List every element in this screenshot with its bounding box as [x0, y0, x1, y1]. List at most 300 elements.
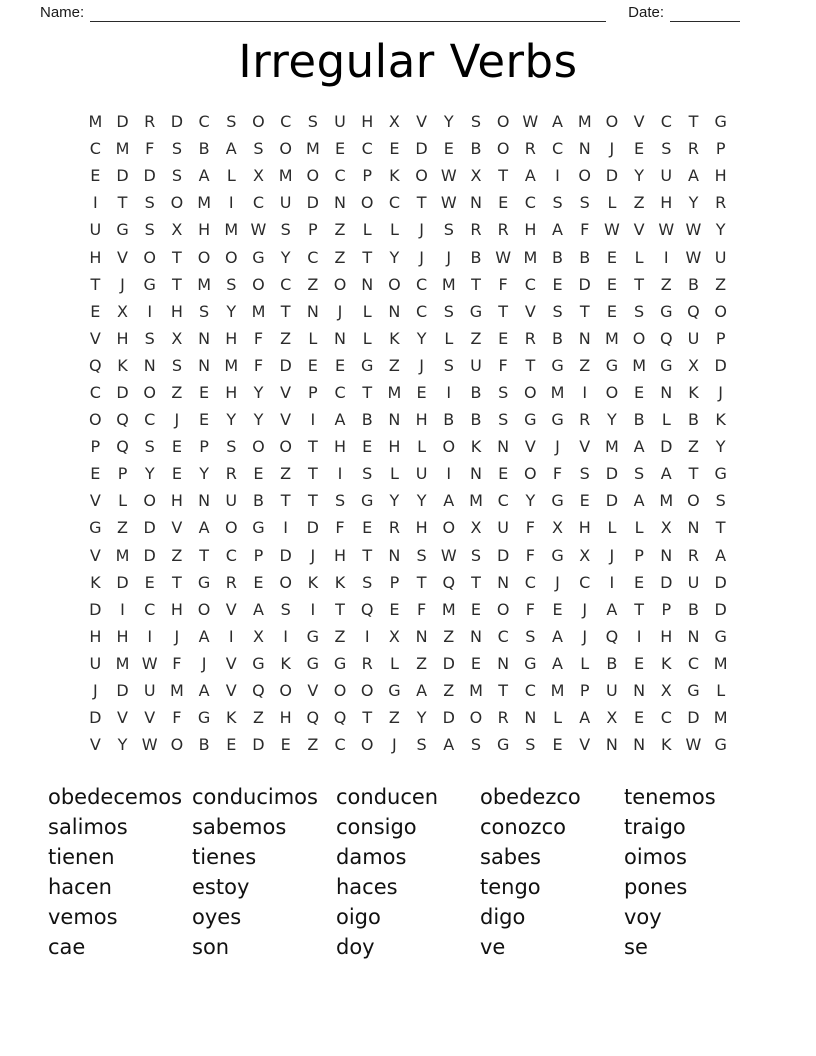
grid-letter: G: [714, 464, 727, 484]
grid-letter: E: [362, 437, 373, 457]
grid-letter: F: [525, 545, 535, 565]
grid-letter: X: [470, 166, 482, 186]
grid-letter: S: [552, 193, 563, 213]
grid-letter: Y: [144, 464, 155, 484]
grid-letter: R: [579, 410, 591, 430]
grid-letter: H: [660, 193, 673, 213]
word-item: salimos: [48, 815, 128, 840]
grid-letter: V: [171, 518, 183, 538]
grid-letter: N: [198, 328, 211, 348]
grid-letter: R: [524, 139, 536, 159]
word-item: conozco: [480, 815, 566, 840]
grid-letter: D: [170, 112, 184, 132]
grid-letter: D: [660, 572, 673, 592]
grid-letter: V: [89, 328, 101, 348]
grid-letter: S: [443, 301, 454, 321]
grid-letter: E: [634, 653, 645, 673]
grid-letter: N: [388, 410, 401, 430]
word-item: son: [192, 935, 230, 960]
grid-letter: J: [609, 139, 615, 159]
word-item: damos: [336, 845, 407, 870]
grid-letter: B: [552, 328, 564, 348]
grid-letter: I: [364, 626, 370, 646]
grid-letter: T: [416, 572, 427, 592]
grid-letter: Y: [634, 166, 644, 186]
word-item: digo: [480, 905, 526, 930]
grid-letter: B: [443, 410, 455, 430]
grid-letter: A: [715, 545, 727, 565]
grid-letter: D: [714, 355, 727, 375]
grid-letter: Q: [687, 301, 700, 321]
grid-letter: Z: [443, 681, 455, 701]
grid-letter: G: [197, 572, 211, 592]
grid-letter: U: [415, 464, 428, 484]
grid-letter: A: [334, 410, 346, 430]
grid-letter: N: [361, 274, 374, 294]
grid-letter: J: [582, 599, 588, 619]
grid-letter: O: [496, 112, 510, 132]
grid-letter: E: [90, 301, 101, 321]
grid-letter: E: [199, 382, 210, 402]
grid-letter: X: [117, 301, 129, 321]
grid-letter: C: [89, 382, 101, 402]
grid-letter: O: [469, 708, 483, 728]
grid-letter: A: [198, 626, 210, 646]
grid-letter: R: [388, 518, 400, 538]
grid-letter: M: [523, 247, 538, 267]
grid-letter: N: [497, 653, 510, 673]
grid-letter: P: [715, 139, 726, 159]
word-item: tengo: [480, 875, 541, 900]
grid-letter: J: [337, 301, 343, 321]
grid-letter: G: [660, 301, 673, 321]
grid-letter: L: [362, 328, 372, 348]
grid-letter: M: [115, 139, 130, 159]
grid-letter: T: [362, 708, 373, 728]
grid-letter: Z: [307, 735, 319, 755]
grid-letter: L: [389, 653, 399, 673]
grid-letter: V: [89, 545, 101, 565]
grid-letter: Z: [443, 626, 455, 646]
grid-letter: D: [714, 599, 727, 619]
grid-letter: F: [253, 328, 264, 348]
grid-letter: O: [632, 328, 646, 348]
grid-letter: R: [144, 112, 156, 132]
grid-letter: G: [496, 735, 510, 755]
grid-letter: M: [115, 545, 130, 565]
grid-letter: K: [334, 572, 346, 592]
grid-letter: C: [280, 274, 292, 294]
grid-letter: V: [280, 382, 292, 402]
grid-letter: V: [579, 437, 591, 457]
grid-letter: G: [551, 545, 564, 565]
grid-letter: G: [605, 355, 619, 375]
grid-letter: X: [660, 681, 672, 701]
grid-letter: N: [687, 626, 700, 646]
grid-letter: V: [524, 437, 536, 457]
grid-letter: O: [252, 437, 265, 457]
grid-letter: D: [496, 545, 510, 565]
grid-letter: D: [605, 491, 619, 511]
grid-letter: X: [606, 708, 618, 728]
grid-letter: E: [144, 572, 155, 592]
grid-letter: Z: [334, 220, 346, 240]
grid-letter: I: [663, 247, 669, 267]
grid-letter: O: [170, 193, 184, 213]
grid-letter: N: [143, 355, 156, 375]
grid-letter: V: [280, 410, 292, 430]
grid-letter: P: [715, 328, 726, 348]
grid-letter: M: [577, 112, 592, 132]
grid-letter: O: [496, 139, 510, 159]
grid-letter: E: [171, 437, 182, 457]
grid-letter: V: [117, 708, 128, 728]
grid-letter: T: [307, 437, 318, 457]
grid-letter: L: [389, 464, 399, 484]
grid-letter: O: [224, 518, 238, 538]
grid-letter: V: [89, 491, 101, 511]
grid-letter: S: [171, 355, 182, 375]
grid-letter: X: [388, 626, 400, 646]
grid-letter: K: [661, 653, 672, 673]
grid-letter: Z: [171, 545, 183, 565]
date-blank-line: [670, 6, 740, 22]
grid-letter: N: [633, 681, 646, 701]
grid-letter: S: [226, 437, 237, 457]
grid-letter: W: [495, 247, 512, 267]
word-list: [0, 782, 816, 962]
grid-letter: M: [550, 382, 565, 402]
grid-letter: S: [280, 599, 291, 619]
grid-letter: S: [144, 437, 155, 457]
grid-letter: E: [606, 247, 617, 267]
grid-letter: W: [685, 247, 702, 267]
grid-letter: T: [634, 274, 644, 294]
grid-letter: I: [228, 193, 234, 213]
grid-letter: F: [580, 220, 590, 240]
grid-letter: Q: [89, 355, 102, 375]
grid-letter: C: [89, 139, 101, 159]
grid-letter: L: [553, 708, 562, 728]
grid-letter: L: [362, 301, 372, 321]
grid-letter: E: [90, 166, 101, 186]
grid-letter: J: [582, 626, 588, 646]
grid-letter: Y: [688, 193, 699, 213]
grid-letter: C: [144, 599, 156, 619]
grid-letter: Z: [633, 193, 645, 213]
grid-letter: I: [446, 382, 452, 402]
grid-letter: K: [661, 735, 672, 755]
grid-letter: O: [360, 193, 374, 213]
grid-letter: D: [442, 708, 455, 728]
grid-letter: S: [579, 464, 590, 484]
grid-letter: O: [252, 274, 265, 294]
grid-letter: P: [661, 599, 672, 619]
grid-letter: Y: [253, 382, 264, 402]
grid-letter: S: [362, 572, 373, 592]
grid-letter: S: [226, 112, 237, 132]
grid-letter: B: [687, 410, 699, 430]
grid-letter: D: [116, 166, 129, 186]
grid-letter: A: [633, 437, 645, 457]
grid-letter: G: [388, 681, 401, 701]
grid-letter: J: [718, 382, 724, 402]
grid-letter: Y: [226, 410, 237, 430]
grid-letter: L: [389, 220, 399, 240]
grid-letter: S: [552, 301, 563, 321]
grid-letter: E: [552, 274, 563, 294]
grid-letter: D: [116, 681, 129, 701]
grid-letter: M: [469, 681, 483, 701]
word-item: pones: [624, 875, 688, 900]
grid-letter: D: [143, 518, 156, 538]
grid-letter: S: [715, 491, 726, 511]
grid-letter: J: [392, 735, 397, 755]
grid-letter: C: [687, 653, 700, 673]
grid-letter: H: [116, 328, 129, 348]
grid-letter: V: [633, 112, 645, 132]
word-item: tenemos: [624, 785, 716, 810]
grid-letter: B: [633, 410, 645, 430]
grid-letter: D: [252, 735, 265, 755]
grid-letter: N: [660, 545, 673, 565]
grid-letter: O: [360, 735, 374, 755]
grid-letter: A: [225, 139, 237, 159]
grid-letter: C: [280, 112, 292, 132]
word-item: ve: [480, 935, 506, 960]
grid-letter: S: [634, 301, 645, 321]
grid-letter: L: [362, 220, 372, 240]
grid-letter: X: [579, 545, 591, 565]
grid-letter: Y: [416, 328, 427, 348]
grid-letter: B: [470, 247, 482, 267]
grid-letter: S: [144, 193, 155, 213]
grid-letter: N: [605, 735, 618, 755]
word-item: traigo: [624, 815, 686, 840]
grid-letter: G: [551, 410, 564, 430]
grid-letter: Z: [388, 708, 400, 728]
grid-letter: I: [446, 464, 452, 484]
grid-letter: C: [144, 410, 156, 430]
grid-letter: S: [144, 220, 155, 240]
grid-letter: F: [145, 139, 155, 159]
grid-letter: N: [306, 301, 319, 321]
grid-letter: E: [416, 382, 427, 402]
grid-letter: O: [605, 112, 619, 132]
grid-letter: T: [117, 193, 128, 213]
grid-letter: T: [172, 274, 182, 294]
word-item: conducen: [336, 785, 439, 810]
grid-letter: E: [634, 382, 645, 402]
grid-letter: O: [714, 301, 727, 321]
grid-letter: K: [688, 382, 699, 402]
grid-letter: O: [687, 491, 700, 511]
grid-letter: H: [225, 328, 238, 348]
letter-grid: [82, 108, 735, 758]
grid-letter: T: [688, 464, 699, 484]
grid-letter: M: [224, 220, 239, 240]
grid-letter: O: [170, 735, 184, 755]
grid-letter: B: [687, 599, 699, 619]
word-item: obedecemos: [48, 785, 183, 810]
grid-letter: A: [198, 518, 210, 538]
grid-letter: P: [362, 166, 373, 186]
grid-letter: H: [415, 410, 428, 430]
grid-letter: J: [419, 247, 424, 267]
name-label: Name:: [40, 4, 85, 21]
grid-letter: A: [443, 491, 455, 511]
grid-letter: N: [497, 437, 510, 457]
grid-letter: F: [498, 274, 508, 294]
grid-letter: M: [251, 301, 266, 321]
grid-letter: I: [582, 382, 588, 402]
grid-letter: O: [333, 681, 347, 701]
grid-letter: C: [416, 274, 428, 294]
grid-letter: B: [470, 382, 482, 402]
grid-letter: E: [443, 139, 454, 159]
grid-letter: C: [198, 112, 210, 132]
grid-letter: C: [497, 491, 509, 511]
grid-letter: O: [197, 247, 211, 267]
grid-letter: T: [688, 112, 699, 132]
grid-letter: O: [143, 491, 157, 511]
grid-letter: K: [470, 437, 482, 457]
grid-letter: N: [415, 626, 428, 646]
grid-letter: E: [253, 464, 264, 484]
grid-letter: A: [660, 464, 672, 484]
grid-letter: T: [715, 518, 726, 538]
grid-letter: P: [253, 545, 264, 565]
grid-letter: I: [283, 626, 289, 646]
grid-letter: G: [660, 355, 673, 375]
grid-letter: T: [362, 247, 373, 267]
grid-letter: I: [636, 626, 642, 646]
grid-letter: E: [389, 139, 400, 159]
grid-letter: X: [470, 518, 482, 538]
grid-letter: P: [308, 220, 318, 240]
grid-letter: K: [307, 572, 319, 592]
grid-letter: Q: [442, 572, 456, 592]
grid-letter: Z: [280, 328, 292, 348]
grid-letter: O: [388, 274, 401, 294]
grid-letter: Y: [199, 464, 209, 484]
grid-letter: V: [416, 112, 428, 132]
grid-letter: J: [446, 247, 452, 267]
grid-letter: H: [660, 626, 673, 646]
grid-letter: M: [659, 491, 674, 511]
grid-letter: N: [497, 572, 510, 592]
grid-letter: L: [444, 328, 454, 348]
grid-letter: W: [522, 112, 539, 132]
grid-letter: G: [714, 626, 727, 646]
grid-letter: Q: [659, 328, 673, 348]
grid-letter: M: [170, 681, 184, 701]
grid-letter: Z: [252, 708, 264, 728]
grid-letter: U: [279, 193, 292, 213]
grid-letter: S: [470, 735, 482, 755]
grid-letter: H: [225, 382, 238, 402]
grid-letter: S: [307, 112, 318, 132]
word-item: conducimos: [192, 785, 318, 810]
grid-letter: H: [89, 247, 102, 267]
grid-letter: N: [388, 545, 401, 565]
grid-letter: M: [632, 355, 646, 375]
grid-letter: H: [170, 301, 183, 321]
grid-letter: M: [224, 355, 239, 375]
word-list-column: [624, 782, 768, 962]
grid-letter: Z: [687, 437, 699, 457]
grid-letter: L: [607, 193, 617, 213]
grid-letter: X: [252, 626, 264, 646]
grid-letter: T: [498, 681, 509, 701]
grid-letter: E: [634, 139, 645, 159]
grid-letter: G: [361, 491, 374, 511]
grid-letter: H: [170, 491, 183, 511]
grid-letter: B: [198, 735, 210, 755]
grid-letter: L: [118, 491, 127, 511]
grid-letter: G: [89, 518, 102, 538]
grid-letter: C: [497, 626, 509, 646]
grid-letter: M: [605, 328, 619, 348]
grid-letter: T: [335, 599, 345, 619]
word-item: estoy: [192, 875, 250, 900]
grid-letter: U: [89, 220, 102, 240]
word-item: oigo: [336, 905, 381, 930]
grid-letter: Q: [306, 708, 320, 728]
grid-letter: B: [552, 247, 564, 267]
grid-letter: Y: [715, 220, 726, 240]
grid-letter: T: [307, 464, 318, 484]
grid-letter: D: [89, 708, 102, 728]
grid-letter: E: [498, 193, 509, 213]
grid-letter: D: [306, 193, 319, 213]
grid-letter: D: [116, 572, 129, 592]
grid-letter: S: [498, 410, 509, 430]
grid-letter: V: [225, 681, 237, 701]
grid-letter: M: [469, 491, 483, 511]
grid-letter: I: [310, 410, 316, 430]
grid-letter: R: [470, 220, 482, 240]
grid-letter: G: [687, 681, 700, 701]
grid-letter: J: [419, 355, 424, 375]
grid-letter: Z: [660, 274, 672, 294]
grid-letter: D: [605, 166, 619, 186]
grid-letter: G: [252, 518, 265, 538]
grid-letter: S: [634, 464, 645, 484]
grid-letter: N: [687, 518, 700, 538]
grid-letter: A: [198, 166, 210, 186]
grid-letter: H: [170, 599, 183, 619]
grid-letter: I: [147, 301, 153, 321]
grid-letter: P: [634, 545, 644, 565]
grid-letter: D: [605, 464, 619, 484]
grid-letter: W: [658, 220, 675, 240]
grid-letter: N: [524, 708, 537, 728]
grid-letter: H: [361, 112, 374, 132]
word-list-column: [480, 782, 624, 962]
grid-letter: Z: [334, 626, 346, 646]
grid-letter: Q: [116, 410, 129, 430]
grid-letter: E: [606, 274, 617, 294]
grid-letter: W: [141, 653, 158, 673]
grid-letter: C: [252, 193, 265, 213]
grid-letter: D: [578, 274, 591, 294]
grid-letter: B: [470, 410, 482, 430]
grid-letter: M: [605, 437, 619, 457]
grid-letter: D: [415, 139, 428, 159]
grid-letter: T: [362, 545, 373, 565]
grid-letter: O: [143, 382, 157, 402]
